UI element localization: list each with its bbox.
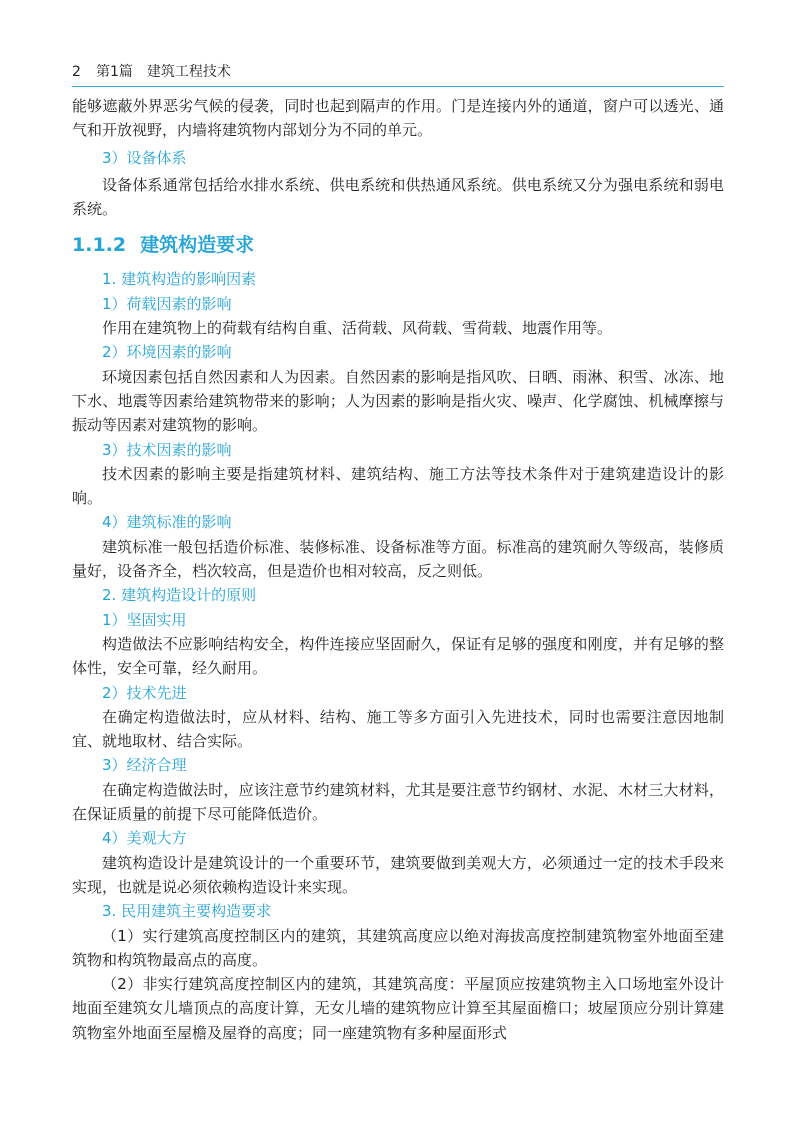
paragraph: 环境因素包括自然因素和人为因素。自然因素的影响是指风吹、日晒、雨淋、积雪、冰冻、地下水、地震等因素给建筑物带来的影响；人为因素的影响是指火灾、噪声、化学腐蚀、机械摩擦与振动等因素对建筑物的影响。 <box>72 367 724 435</box>
paragraph: 技术因素的影响主要是指建筑材料、建筑结构、施工方法等技术条件对于建筑建造设计的影响。 <box>72 464 724 508</box>
subheading: 3）经济合理 <box>102 756 187 775</box>
book-title: 建筑工程技术 <box>146 64 231 80</box>
paragraph: 作用在建筑物上的荷载有结构自重、活荷载、风荷载、雪荷载、地震作用等。 <box>102 319 613 338</box>
paragraph: 建筑构造设计是建筑设计的一个重要环节，建筑要做到美观大方，必须通过一定的技术手段来实现，也就是说必须依赖构造设计来实现。 <box>72 853 724 896</box>
paragraph: 在确定构造做法时，应该注意节约建筑材料，尤其是要注意节约钢材、水泥、木材三大材料，在保证质量的前提下尽可能降低造价。 <box>72 780 724 824</box>
subheading: 1）荷载因素的影响 <box>102 294 232 313</box>
section-heading <box>72 232 724 258</box>
section-title: 建筑构造要求 <box>140 234 255 257</box>
subheading: 2. 建筑构造设计的原则 <box>102 586 257 605</box>
subheading: 1. 建筑构造的影响因素 <box>102 270 257 289</box>
subheading: 4）美观大方 <box>102 829 187 848</box>
paragraph: 能够遮蔽外界恶劣气候的侵袭，同时也起到隔声的作用。门是连接内外的通道，窗户可以透光、通气和开放视野，内墙将建筑物内部划分为不同的单元。 <box>72 97 724 140</box>
chapter-label: 第1篇 <box>96 64 133 80</box>
subheading: 2）技术先进 <box>102 683 187 702</box>
paragraph: 构造做法不应影响结构安全，构件连接应坚固耐久，保证有足够的强度和刚度，并有足够的整体性，安全可靠，经久耐用。 <box>72 634 724 678</box>
section-number: 1.1.2 <box>72 234 127 257</box>
subheading: 1）坚固实用 <box>102 610 187 629</box>
paragraph: 建筑标准一般包括造价标准、装修标准、设备标准等方面。标准高的建筑耐久等级高，装修质量好，设备齐全，档次较高，但是造价也相对较高，反之则低。 <box>72 537 724 581</box>
subheading: 2）环境因素的影响 <box>102 343 232 362</box>
paragraph: （2）非实行建筑高度控制区内的建筑，其建筑高度：平屋顶应按建筑物主入口场地室外设计地面至建筑女儿墙顶点的高度计算，无女儿墙的建筑物应计算至其屋面檐口；坡屋顶应分别计算建筑物室外地面至屋檐及屋脊的高度；同一座建筑物有多种屋面形式 <box>72 975 724 1042</box>
header-rule <box>72 86 724 87</box>
subheading: 3）设备体系 <box>102 148 187 167</box>
paragraph: 设备体系通常包括给水排水系统、供电系统和供热通风系统。供电系统又分为强电系统和弱电系统。 <box>72 175 724 219</box>
running-header <box>72 63 724 81</box>
subheading: 3）技术因素的影响 <box>102 440 232 459</box>
paragraph: 在确定构造做法时，应从材料、结构、施工等多方面引入先进技术，同时也需要注意因地制宜、就地取材、结合实际。 <box>72 707 724 751</box>
paragraph: （1）实行建筑高度控制区内的建筑，其建筑高度应以绝对海拔高度控制建筑物室外地面至建筑物和构筑物最高点的高度。 <box>72 926 724 969</box>
subheading: 4）建筑标准的影响 <box>102 513 232 532</box>
body-text <box>72 94 724 1045</box>
page-number: 2 <box>72 64 81 80</box>
subheading: 3. 民用建筑主要构造要求 <box>102 902 272 921</box>
